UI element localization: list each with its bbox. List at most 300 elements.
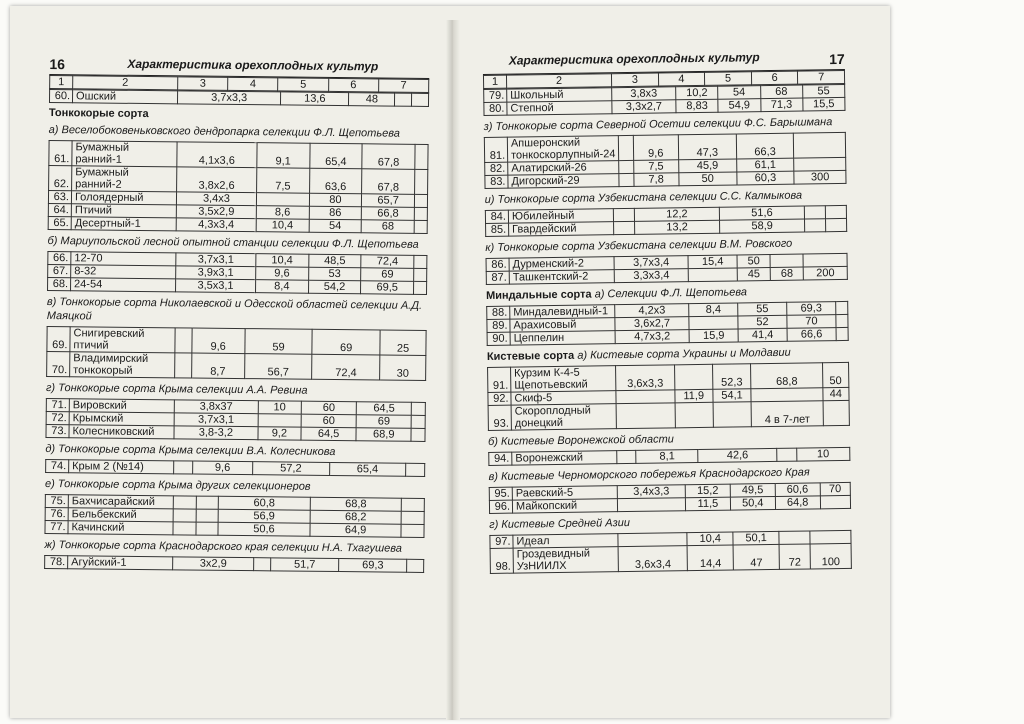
value-col6: 69,3 bbox=[787, 302, 836, 316]
running-header bbox=[49, 54, 429, 79]
nut-size bbox=[618, 533, 688, 547]
kernel-yield: 10 bbox=[258, 401, 301, 414]
kernel-yield: 15,2 bbox=[685, 484, 730, 498]
value-col7 bbox=[401, 524, 424, 537]
cultivar-name: Апшеронский тонкоскорлупный-24 bbox=[507, 136, 619, 163]
value-col5: 48 bbox=[349, 93, 395, 106]
value-col5: 52,3 bbox=[712, 364, 751, 390]
kernel-yield: 14,4 bbox=[688, 545, 734, 571]
value-col5: 54,1 bbox=[712, 389, 751, 403]
row-number: 83. bbox=[485, 175, 508, 188]
value-col6: 68 bbox=[770, 267, 803, 280]
row-number: 78. bbox=[45, 555, 68, 568]
cultivar-name: Бельбекский bbox=[68, 508, 173, 522]
data-table bbox=[49, 89, 429, 107]
value-col6: 64,5 bbox=[356, 402, 411, 416]
kernel-yield: 9,6 bbox=[633, 135, 679, 161]
value-col7 bbox=[794, 157, 846, 171]
value-col7 bbox=[402, 498, 425, 511]
table-row bbox=[49, 140, 428, 169]
kernel-yield: 13,6 bbox=[281, 92, 349, 106]
column-header: 4 bbox=[658, 72, 705, 86]
nut-size: 4,7х3,2 bbox=[615, 330, 689, 344]
table-row bbox=[47, 326, 426, 355]
row-number: 96. bbox=[489, 500, 512, 513]
kernel-yield: 9,6 bbox=[192, 461, 252, 475]
kernel-yield: 8,83 bbox=[676, 99, 718, 113]
cultivar-name: Дигорский-29 bbox=[508, 174, 620, 189]
data-table bbox=[489, 530, 852, 574]
value-col5: 49,5 bbox=[730, 483, 775, 497]
cultivar-name: Курзим К-4-5 Щепотьевский bbox=[511, 366, 616, 392]
row-number: 80. bbox=[484, 102, 507, 115]
kernel-yield bbox=[688, 268, 737, 282]
nut-size: 3,4х3 bbox=[176, 192, 256, 206]
row-number: 69. bbox=[47, 326, 70, 351]
nut-size bbox=[173, 522, 196, 535]
value-col6: 68 bbox=[760, 85, 802, 99]
kernel-yield bbox=[258, 414, 301, 427]
cultivar-name: Дурменский-2 bbox=[509, 257, 614, 271]
value-col5: 63,6 bbox=[309, 168, 362, 194]
kernel-yield: 9,6 bbox=[256, 267, 309, 281]
nut-size: 3,3х3,4 bbox=[614, 269, 688, 283]
nut-size: 3,7х3,3 bbox=[177, 91, 280, 105]
nut-size bbox=[616, 390, 675, 404]
nut-size: 3,7х3,1 bbox=[176, 253, 256, 267]
cultivar-name: Скиф-5 bbox=[511, 391, 616, 405]
value-col7: 300 bbox=[794, 170, 846, 184]
nut-size: 3,4х3,3 bbox=[617, 485, 685, 499]
value-col5: 54 bbox=[309, 219, 362, 233]
value-col6: 66,8 bbox=[362, 207, 415, 221]
section-heading: Тонкокорые сорта bbox=[48, 106, 149, 121]
row-number: 90. bbox=[487, 332, 510, 345]
kernel-yield bbox=[689, 316, 738, 330]
value-col6 bbox=[751, 388, 822, 402]
data-table bbox=[48, 140, 429, 234]
nut-size bbox=[174, 461, 193, 474]
cultivar-name: Миндалевидный-1 bbox=[510, 305, 615, 319]
value-col5: 50,4 bbox=[730, 496, 775, 510]
cultivar-name: Снигиревский птичий bbox=[70, 327, 175, 353]
nut-size bbox=[617, 498, 685, 512]
data-table bbox=[485, 205, 847, 237]
kernel-yield: 7,5 bbox=[256, 168, 309, 194]
value-col7 bbox=[826, 218, 847, 231]
kernel-yield: 10,2 bbox=[676, 86, 718, 100]
nut-size bbox=[619, 173, 633, 186]
nut-size bbox=[175, 353, 192, 378]
kernel-yield: 9,6 bbox=[192, 328, 245, 354]
value-col7: 200 bbox=[803, 266, 847, 280]
value-col6: 66,3 bbox=[736, 133, 794, 159]
column-header: 6 bbox=[328, 78, 378, 92]
nut-size: 3,8х2,6 bbox=[177, 167, 257, 193]
value-col7 bbox=[412, 93, 429, 106]
running-title: Характеристика орехоплодных культур bbox=[127, 56, 379, 74]
nut-size bbox=[617, 450, 637, 463]
nut-size: 3,9х3,1 bbox=[176, 266, 256, 280]
column-header: 3 bbox=[611, 73, 658, 87]
value-col5: 56,9 bbox=[218, 509, 310, 523]
value-col7: 55 bbox=[802, 84, 844, 98]
value-col6: 68 bbox=[361, 220, 414, 234]
cultivar-name: Голоядерный bbox=[71, 191, 176, 205]
column-header: 7 bbox=[798, 70, 845, 84]
data-table bbox=[486, 301, 849, 346]
value-col7 bbox=[836, 314, 848, 327]
value-col6 bbox=[777, 448, 797, 461]
kernel-yield bbox=[196, 496, 219, 509]
value-col6: 70 bbox=[787, 315, 836, 329]
data-table bbox=[483, 84, 845, 116]
value-col7 bbox=[825, 205, 846, 218]
table-row bbox=[47, 351, 426, 380]
row-number: 73. bbox=[46, 424, 69, 437]
cultivar-name: Ошский bbox=[72, 90, 177, 104]
nut-size: 3,6х3,3 bbox=[616, 365, 675, 391]
row-number: 87. bbox=[486, 271, 509, 284]
row-number: 86. bbox=[486, 258, 509, 271]
value-col7 bbox=[810, 530, 851, 544]
page-number: 17 bbox=[829, 50, 845, 68]
data-table bbox=[46, 326, 427, 381]
cultivar-name: 12-70 bbox=[71, 252, 176, 266]
nut-size bbox=[613, 208, 634, 221]
value-col7 bbox=[406, 463, 425, 476]
value-col5: 53 bbox=[308, 267, 361, 281]
cultivar-name: Крым 2 (№14) bbox=[69, 460, 174, 474]
value-col7 bbox=[414, 281, 427, 294]
section-caption bbox=[487, 345, 849, 364]
kernel-yield: 8,1 bbox=[636, 450, 698, 464]
value-col6 bbox=[805, 219, 826, 232]
value-col7 bbox=[401, 511, 424, 524]
value-col5: 50 bbox=[679, 172, 737, 186]
value-col6: 68,8 bbox=[751, 363, 823, 389]
data-table bbox=[47, 251, 427, 295]
row-number: 65. bbox=[48, 216, 71, 229]
row-number: 62. bbox=[49, 165, 72, 190]
column-header: 2 bbox=[506, 74, 611, 88]
section-caption: б) Мариупольской лесной опытной станции селекции Ф.Л. Щепотьева bbox=[47, 234, 419, 251]
row-number: 74. bbox=[46, 459, 69, 472]
nut-size: 3,6х3,4 bbox=[618, 546, 688, 572]
kernel-yield bbox=[254, 558, 271, 571]
cultivar-name: Качинский bbox=[68, 521, 173, 535]
value-col5: 65,4 bbox=[309, 143, 362, 169]
value-col5: 52 bbox=[738, 315, 787, 329]
nut-size bbox=[173, 496, 196, 509]
section-caption: е) Тонкокорые сорта Крыма других селекционеров bbox=[44, 477, 311, 493]
row-number: 66. bbox=[48, 251, 71, 264]
column-header: 4 bbox=[228, 77, 278, 91]
value-col5: 50,6 bbox=[218, 522, 310, 536]
row-number: 61. bbox=[49, 140, 72, 165]
table-row bbox=[48, 216, 427, 233]
cultivar-name: Владимирский тонкокорый bbox=[70, 352, 175, 378]
value-col5: 54,9 bbox=[718, 99, 760, 113]
nut-size: 4,2х3 bbox=[615, 304, 689, 318]
table-row bbox=[49, 165, 428, 194]
value-col6: 65,7 bbox=[362, 194, 415, 208]
value-col6: 65,4 bbox=[329, 462, 406, 476]
nut-size: 3,8х3 bbox=[612, 87, 676, 101]
value-col7: 70 bbox=[820, 482, 851, 495]
value-col6: 64,8 bbox=[775, 496, 820, 510]
cultivar-name: Колесниковский bbox=[69, 425, 174, 439]
nut-size bbox=[619, 160, 633, 173]
kernel-yield bbox=[256, 193, 309, 207]
value-col7 bbox=[794, 132, 846, 158]
row-number: 85. bbox=[486, 223, 509, 236]
table-row bbox=[45, 555, 424, 572]
value-col6: 60,6 bbox=[775, 483, 820, 497]
value-col5: 59 bbox=[245, 329, 313, 355]
nut-size bbox=[175, 328, 192, 353]
kernel-yield: 8,7 bbox=[191, 353, 244, 379]
value-col5: 47,3 bbox=[678, 134, 736, 160]
cultivar-name: Гвардейский bbox=[509, 222, 614, 236]
data-table bbox=[45, 398, 425, 442]
value-col5: 64,5 bbox=[301, 427, 356, 441]
section-caption: з) Тонкокорые сорта Северной Осетии селекции Ф.С. Барышмана bbox=[483, 116, 833, 133]
value-col5: 54 bbox=[718, 86, 760, 100]
running-title: Характеристика орехоплодных культур bbox=[508, 50, 760, 68]
section-heading: Миндальные сорта bbox=[485, 288, 592, 302]
value-col5: 48,5 bbox=[308, 254, 361, 268]
nut-size bbox=[616, 403, 675, 429]
kernel-yield: 13,2 bbox=[634, 220, 719, 234]
cultivar-name: Ташкентский-2 bbox=[509, 270, 614, 284]
value-col7 bbox=[411, 415, 425, 428]
value-col5: 60,8 bbox=[218, 496, 310, 510]
nut-size: 3,5х2,9 bbox=[176, 205, 256, 219]
nut-size: 3,7х3,1 bbox=[174, 413, 258, 427]
cultivar-name: Агуйский-1 bbox=[68, 556, 173, 570]
value-col7 bbox=[803, 253, 847, 267]
cultivar-name: Вировский bbox=[69, 399, 174, 413]
kernel-yield: 7,8 bbox=[633, 173, 678, 187]
cultivar-name: 24-54 bbox=[71, 278, 176, 292]
page-16 bbox=[43, 6, 430, 722]
value-col6 bbox=[779, 531, 810, 544]
table-row bbox=[46, 459, 425, 476]
table-row bbox=[45, 520, 424, 537]
kernel-yield: 9,1 bbox=[257, 143, 310, 169]
row-number: 60. bbox=[49, 90, 72, 103]
cultivar-name: Майкопский bbox=[512, 499, 617, 513]
book-spine bbox=[446, 20, 460, 720]
value-col5: 58,9 bbox=[720, 219, 805, 233]
row-number: 97. bbox=[490, 535, 513, 548]
value-col6: 68,8 bbox=[310, 497, 402, 511]
value-col6: 72,4 bbox=[361, 255, 414, 269]
section-caption: а) Веселобоковеньковского дендропарка селекции Ф.Л. Щепотьева bbox=[48, 123, 400, 140]
value-col6: 72,4 bbox=[312, 354, 380, 380]
nut-size bbox=[173, 509, 196, 522]
value-col7 bbox=[415, 169, 428, 194]
cultivar-name: Бахчисарайский bbox=[68, 495, 173, 509]
section-caption: д) Тонкокорые сорта Крыма селекции В.А. Колесникова bbox=[45, 442, 336, 459]
row-number: 67. bbox=[48, 264, 71, 277]
kernel-yield: 8,6 bbox=[256, 206, 309, 220]
value-col7: 100 bbox=[810, 543, 851, 569]
table-row bbox=[490, 543, 851, 573]
row-number: 84. bbox=[485, 210, 508, 223]
section-caption: в) Кистевые Черноморского побережья Краснодарского Края bbox=[488, 466, 810, 483]
value-col5: 50 bbox=[737, 255, 770, 268]
value-col5: 86 bbox=[309, 206, 362, 220]
section-caption bbox=[486, 284, 848, 303]
section-caption: г) Тонкокорые сорта Крыма селекции А.А. Ревина bbox=[45, 381, 308, 397]
table-row bbox=[46, 424, 425, 441]
page-number: 16 bbox=[49, 55, 66, 73]
data-table bbox=[489, 482, 851, 514]
page-17 bbox=[482, 1, 854, 718]
data-table bbox=[487, 362, 850, 431]
data-table bbox=[488, 447, 850, 466]
section-caption: в) Тонкокорые сорта Николаевской и Одесской областей селекции А.Д. Маяцкой bbox=[46, 295, 423, 323]
cultivar-name: Скороплодный донецкий bbox=[511, 404, 616, 430]
nut-size: 3,6х2,7 bbox=[615, 317, 689, 331]
value-col5: 51,7 bbox=[271, 558, 339, 572]
kernel-yield: 9,2 bbox=[258, 427, 301, 440]
value-col5: 50,1 bbox=[733, 531, 779, 545]
section-heading: Кистевые сорта bbox=[486, 349, 575, 363]
column-header: 5 bbox=[705, 72, 752, 86]
cultivar-name: Школьный bbox=[507, 88, 612, 102]
value-col6 bbox=[770, 254, 803, 267]
value-col7: 10 bbox=[796, 447, 850, 461]
value-col5: 54,2 bbox=[308, 280, 361, 294]
value-col7 bbox=[414, 220, 427, 233]
cultivar-name: Арахисовый bbox=[510, 318, 615, 332]
cultivar-name: Птичий bbox=[71, 204, 176, 218]
section-caption: г) Кистевые Средней Азии bbox=[489, 516, 631, 531]
value-col7 bbox=[836, 301, 848, 314]
value-col5: 80 bbox=[309, 193, 362, 207]
column-header: 6 bbox=[751, 71, 798, 85]
value-col6 bbox=[395, 93, 412, 106]
table-row bbox=[49, 90, 428, 107]
value-col7 bbox=[411, 428, 425, 441]
nut-size: 4,1х3,6 bbox=[177, 142, 257, 168]
value-col7: 15,5 bbox=[803, 97, 845, 111]
nut-size: 3,8-3,2 bbox=[174, 426, 258, 440]
value-col7 bbox=[412, 402, 426, 415]
value-col7: 30 bbox=[380, 355, 426, 380]
value-col5: 55 bbox=[738, 302, 787, 316]
row-number: 92. bbox=[488, 392, 511, 405]
cultivar-name: Десертный-1 bbox=[71, 217, 176, 231]
row-number: 71. bbox=[46, 398, 69, 411]
cultivar-name: Крымский bbox=[69, 412, 174, 426]
value-col6: 60,3 bbox=[736, 171, 794, 185]
cultivar-name: Алатирский-26 bbox=[508, 161, 620, 176]
value-col5: 45 bbox=[737, 267, 770, 280]
value-col6: 68,9 bbox=[356, 428, 411, 442]
value-col6: 4 в 7-лет bbox=[752, 401, 824, 427]
data-table bbox=[45, 459, 425, 477]
nut-size bbox=[614, 221, 635, 234]
kernel-yield bbox=[196, 509, 219, 522]
row-number: 68. bbox=[48, 277, 71, 290]
row-number: 93. bbox=[488, 405, 511, 430]
row-number: 63. bbox=[48, 190, 71, 203]
value-col6: 69,5 bbox=[361, 281, 414, 295]
kernel-yield: 10,4 bbox=[256, 219, 309, 233]
value-col5 bbox=[713, 402, 752, 428]
section-subheading: а) Селекции Ф.Л. Щепотьева bbox=[594, 286, 748, 301]
value-col5: 41,4 bbox=[738, 328, 787, 342]
kernel-yield: 10,4 bbox=[256, 254, 309, 268]
value-col6: 69,3 bbox=[339, 559, 407, 573]
kernel-yield bbox=[674, 364, 712, 390]
cultivar-name: Раевский-5 bbox=[512, 486, 617, 500]
column-header: 7 bbox=[378, 79, 428, 93]
value-col6 bbox=[804, 206, 825, 219]
table-row bbox=[48, 277, 427, 294]
section-caption: ж) Тонкокорые сорта Краснодарского края селекции Н.А. Тхагушева bbox=[44, 538, 402, 555]
value-col6: 66,6 bbox=[787, 328, 836, 342]
kernel-yield: 7,5 bbox=[633, 160, 678, 174]
kernel-yield bbox=[196, 522, 219, 535]
value-col7 bbox=[414, 207, 427, 220]
value-col5: 47 bbox=[733, 544, 779, 570]
value-col6: 61,1 bbox=[736, 158, 794, 172]
row-number: 72. bbox=[46, 411, 69, 424]
nut-size: 3,7х3,4 bbox=[614, 256, 688, 270]
value-col6: 72 bbox=[779, 544, 810, 569]
row-number: 64. bbox=[48, 203, 71, 216]
cultivar-name: Бумажный ранний-1 bbox=[72, 141, 177, 167]
value-col6: 67,8 bbox=[362, 144, 415, 170]
value-col6: 69 bbox=[312, 329, 380, 355]
kernel-yield bbox=[675, 402, 713, 428]
value-col7 bbox=[415, 144, 428, 169]
section-caption: и) Тонкокорые сорта Узбекистана селекции С.С. Калмыкова bbox=[484, 189, 803, 206]
cultivar-name: 8-32 bbox=[71, 265, 176, 279]
column-header: 2 bbox=[73, 76, 178, 90]
nut-size: 4,3х3,4 bbox=[176, 218, 256, 232]
value-col7 bbox=[414, 194, 427, 207]
cultivar-name: Идеал bbox=[513, 534, 618, 548]
kernel-yield: 15,4 bbox=[688, 255, 737, 269]
value-col5: 56,7 bbox=[244, 354, 312, 380]
table-row bbox=[488, 400, 849, 430]
nut-size bbox=[619, 135, 634, 160]
value-col7: 25 bbox=[380, 330, 426, 355]
table-row bbox=[489, 447, 850, 465]
value-col5: 45,9 bbox=[679, 159, 737, 173]
data-table bbox=[484, 132, 847, 189]
value-col5: 42,6 bbox=[698, 448, 777, 462]
kernel-yield: 10,4 bbox=[687, 532, 733, 546]
kernel-yield: 8,4 bbox=[255, 280, 308, 294]
data-table bbox=[44, 494, 424, 538]
row-number: 94. bbox=[489, 452, 512, 465]
nut-size: 3,5х3,1 bbox=[176, 279, 256, 293]
row-number: 88. bbox=[487, 306, 510, 319]
nut-size: 3,3х2,7 bbox=[612, 100, 676, 114]
kernel-yield: 12,2 bbox=[634, 207, 719, 221]
section-caption: б) Кистевые Воронежской области bbox=[488, 433, 674, 448]
row-number: 70. bbox=[47, 351, 70, 376]
section-caption: к) Тонкокорые сорта Узбекистана селекции В.М. Ровского bbox=[485, 237, 793, 254]
data-table bbox=[486, 253, 848, 285]
